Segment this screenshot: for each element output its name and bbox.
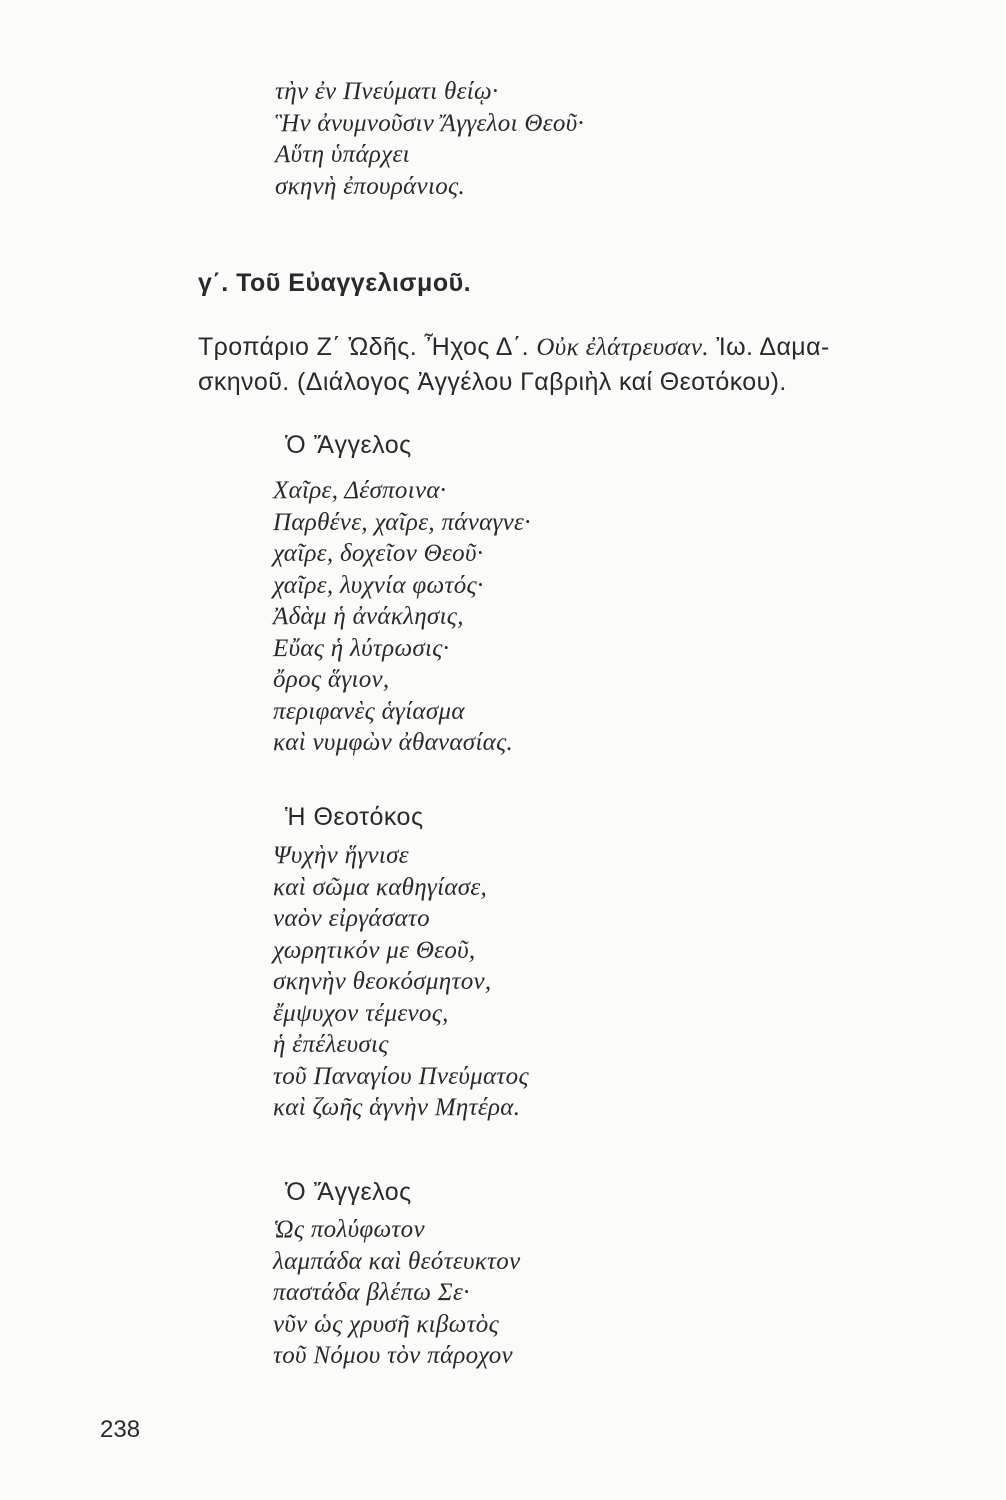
dialogue-verse <box>273 1214 521 1372</box>
speaker-label: Ὁ Ἄγγελος <box>285 431 412 459</box>
page-number: 238 <box>100 1416 141 1443</box>
verse-line: ναὸν εἰργάσατο <box>273 905 430 932</box>
verse-line: ἡ ἐπέλευσις <box>273 1031 389 1058</box>
verse-line: σκηνὴν θεοκόσμητον, <box>273 968 492 995</box>
verse-line: καὶ σῶμα καθηγίασε, <box>273 873 488 901</box>
intro-plain-text: Τροπάριο Ζ΄ Ὠδῆς. Ἦχος Δ΄. <box>198 333 529 361</box>
verse-line: Εὔας ἡ λύτρωσις· <box>273 634 450 662</box>
intro-end-text: Ἰω. Δαμα- <box>716 333 830 361</box>
verse-line: τὴν ἐν Πνεύματι θείῳ· <box>275 78 499 105</box>
dialogue-verse <box>273 475 531 759</box>
verse-line: χωρητικόν με Θεοῦ, <box>273 936 476 964</box>
verse-line: τοῦ Νόμου τὸν πάροχον <box>273 1342 513 1369</box>
intro-italic-text: Οὐκ ἐλάτρευσαν. <box>536 334 709 361</box>
verse-line: Παρθένε, χαῖρε, πάναγνε· <box>273 508 531 536</box>
verse-line: χαῖρε, λυχνία φωτός· <box>273 571 484 599</box>
section-heading: γ΄. Τοῦ Εὐαγγελισμοῦ. <box>198 269 472 297</box>
verse-line: νῦν ὡς χρυσῆ κιβωτὸς <box>273 1310 500 1338</box>
verse-line: ἔμψυχον τέμενος, <box>273 999 449 1027</box>
verse-line: παστάδα βλέπω Σε· <box>273 1279 470 1306</box>
verse-line: Χαῖρε, Δέσποινα· <box>273 477 447 504</box>
verse-line: Ψυχὴν ἥγνισε <box>273 842 409 869</box>
verse-line: λαμπάδα καὶ θεότευκτον <box>273 1247 521 1275</box>
verse-line: καὶ ζωῆς ἁγνὴν Μητέρα. <box>273 1094 521 1121</box>
verse-line: Αὕτη ὑπάρχει <box>275 141 410 168</box>
intro-line-2: σκηνοῦ. (Διάλογος Ἀγγέλου Γαβριὴλ καί Θεοτόκου). <box>198 368 787 396</box>
speaker-label: Ὁ Ἄγγελος <box>285 1178 412 1206</box>
verse-line: χαῖρε, δοχεῖον Θεοῦ· <box>273 540 484 567</box>
intro-paragraph <box>198 330 830 399</box>
intro-line-1 <box>198 330 830 365</box>
verse-line: περιφανὲς ἁγίασμα <box>273 697 465 725</box>
dialogue-verse <box>273 840 529 1124</box>
speaker-label: Ἡ Θεοτόκος <box>285 803 424 831</box>
verse-line: ὄρος ἅγιον, <box>273 666 390 693</box>
verse-line: καὶ νυμφὼν ἀθανασίας. <box>273 729 514 756</box>
verse-line: Ὡς πολύφωτον <box>273 1216 425 1243</box>
verse-line: τοῦ Παναγίου Πνεύματος <box>273 1062 529 1090</box>
verse-line: Ἀδὰμ ἡ ἀνάκλησις, <box>273 603 464 630</box>
verse-line: σκηνὴ ἐπουράνιος. <box>275 172 465 200</box>
top-verse <box>275 76 584 202</box>
verse-line: Ἣν ἀνυμνοῦσιν Ἄγγελοι Θεοῦ· <box>275 109 585 137</box>
